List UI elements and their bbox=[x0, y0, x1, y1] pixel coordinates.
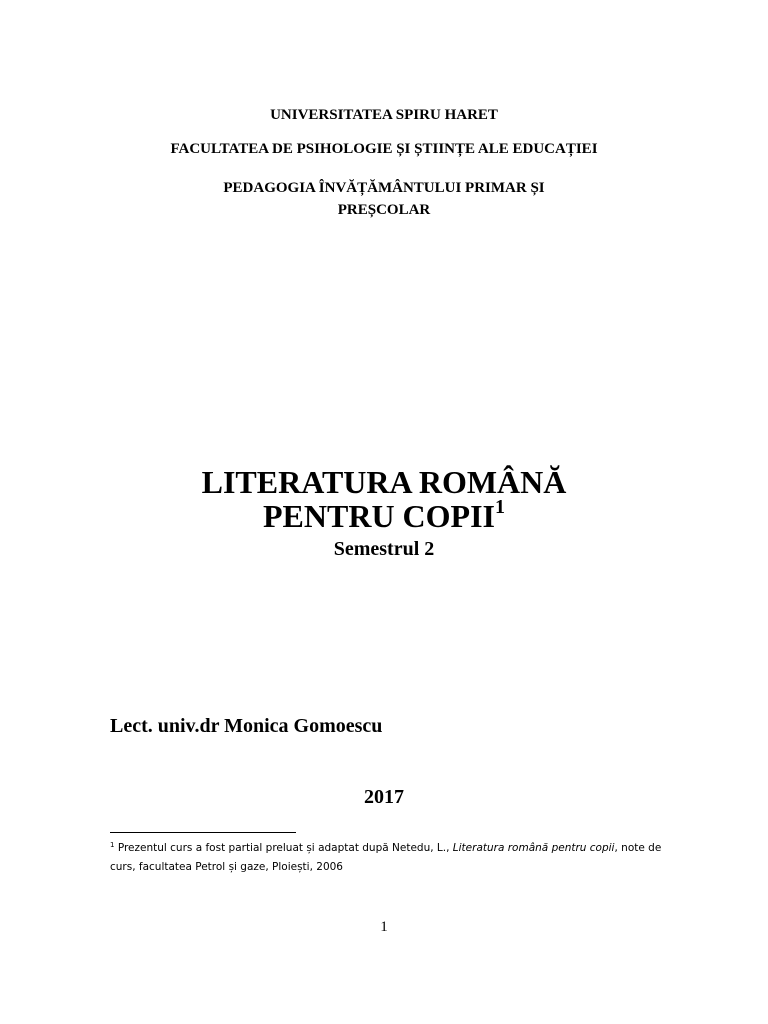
document-subtitle: Semestrul 2 bbox=[333, 538, 435, 560]
footnote bbox=[110, 839, 670, 877]
document-title-line2-text: PENTRU COPII bbox=[262, 498, 495, 534]
author-name: Lect. univ.dr Monica Gomoescu bbox=[110, 715, 383, 737]
publication-year: 2017 bbox=[364, 786, 404, 808]
title-footnote-reference[interactable]: 1 bbox=[495, 496, 505, 518]
footnote-text-after: , note de curs, facultatea Petrol și gaze, Ploiești, 2006 bbox=[110, 842, 662, 873]
faculty-name: FACULTATEA DE PSIHOLOGIE ȘI ȘTIINȚE ALE EDUCAȚIEI bbox=[170, 141, 598, 157]
page-number: 1 bbox=[380, 919, 388, 935]
footnote-separator bbox=[110, 832, 296, 833]
footnote-cited-title: Literatura română pentru copii bbox=[452, 842, 615, 854]
footnote-marker: 1 bbox=[110, 841, 115, 849]
document-title-line2 bbox=[0, 498, 768, 534]
program-name-line2: PREȘCOLAR bbox=[337, 202, 431, 218]
program-name-line1: PEDAGOGIA ÎNVĂȚĂMÂNTULUI PRIMAR ȘI bbox=[223, 180, 545, 196]
university-name: UNIVERSITATEA SPIRU HARET bbox=[270, 107, 498, 123]
footnote-text-before: Prezentul curs a fost partial preluat și adaptat după Netedu, L., bbox=[117, 842, 453, 854]
document-title-line1: LITERATURA ROMÂNĂ bbox=[201, 464, 567, 500]
